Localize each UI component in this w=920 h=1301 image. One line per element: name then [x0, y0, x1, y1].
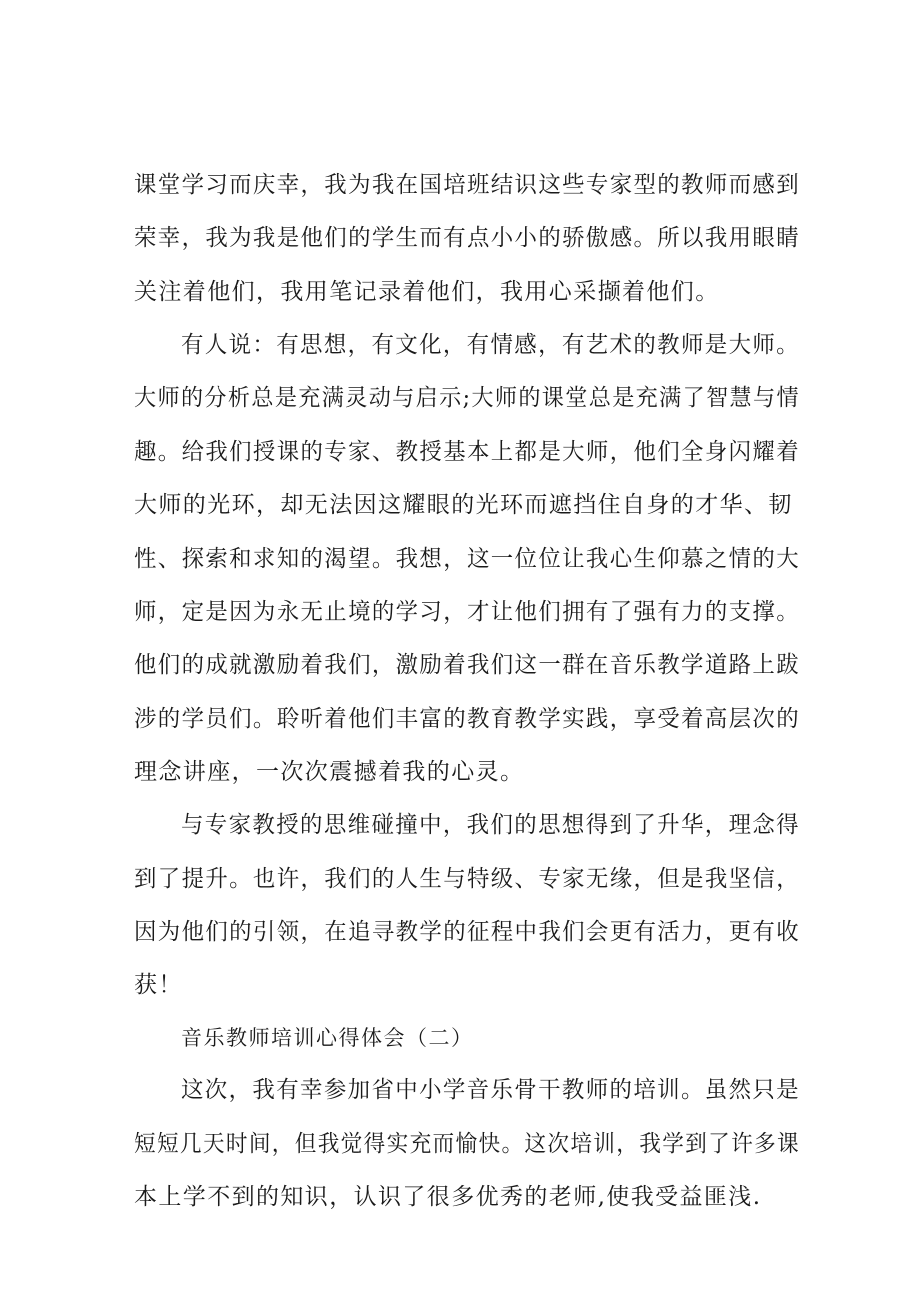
text-line: 关注着他们，我用笔记录着他们，我用心采撷着他们。 — [134, 279, 720, 305]
text-line: 因为他们的引领，在追寻教学的征程中我们会更有活力，更有收 — [134, 919, 800, 945]
text-line: 本上学不到的知识，认识了很多优秀的老师,使我受益匪浅. — [134, 1184, 762, 1210]
text-line: 到了提升。也许，我们的人生与特级、专家无缘，但是我坚信， — [134, 866, 800, 892]
text-line: 师，定是因为永无止境的学习，才让他们拥有了强有力的支撑。 — [134, 599, 800, 625]
text-line: 涉的学员们。聆听着他们丰富的教育教学实践，享受着高层次的 — [134, 706, 800, 732]
text-line: 获！ — [134, 972, 183, 998]
text-line: 大师的分析总是充满灵动与启示;大师的课堂总是充满了智慧与情 — [134, 385, 800, 411]
text-line: 这次，我有幸参加省中小学音乐骨干教师的培训。虽然只是 — [181, 1077, 800, 1103]
text-line: 与专家教授的思维碰撞中，我们的思想得到了升华，理念得 — [181, 812, 800, 838]
text-line: 理念讲座，一次次震撼着我的心灵。 — [134, 759, 525, 785]
text-line: 他们的成就激励着我们，激励着我们这一群在音乐教学道路上跋 — [134, 652, 800, 678]
text-line: 短短几天时间，但我觉得实充而愉快。这次培训，我学到了许多课 — [134, 1131, 801, 1157]
text-line: 性、探索和求知的渴望。我想，这一位位让我心生仰慕之情的大 — [134, 546, 800, 572]
text-line: 有人说：有思想，有文化，有情感，有艺术的教师是大师。 — [181, 332, 800, 358]
text-line: 大师的光环，却无法因这耀眼的光环而遮挡住自身的才华、韧 — [134, 492, 793, 518]
text-line: 课堂学习而庆幸，我为我在国培班结识这些专家型的教师而感到 — [134, 172, 800, 198]
text-line: 趣。给我们授课的专家、教授基本上都是大师，他们全身闪耀着 — [134, 439, 800, 465]
text-line: 荣幸，我为我是他们的学生而有点小小的骄傲感。所以我用眼睛 — [134, 225, 800, 251]
section-heading: 音乐教师培训心得体会（二） — [181, 1026, 474, 1050]
